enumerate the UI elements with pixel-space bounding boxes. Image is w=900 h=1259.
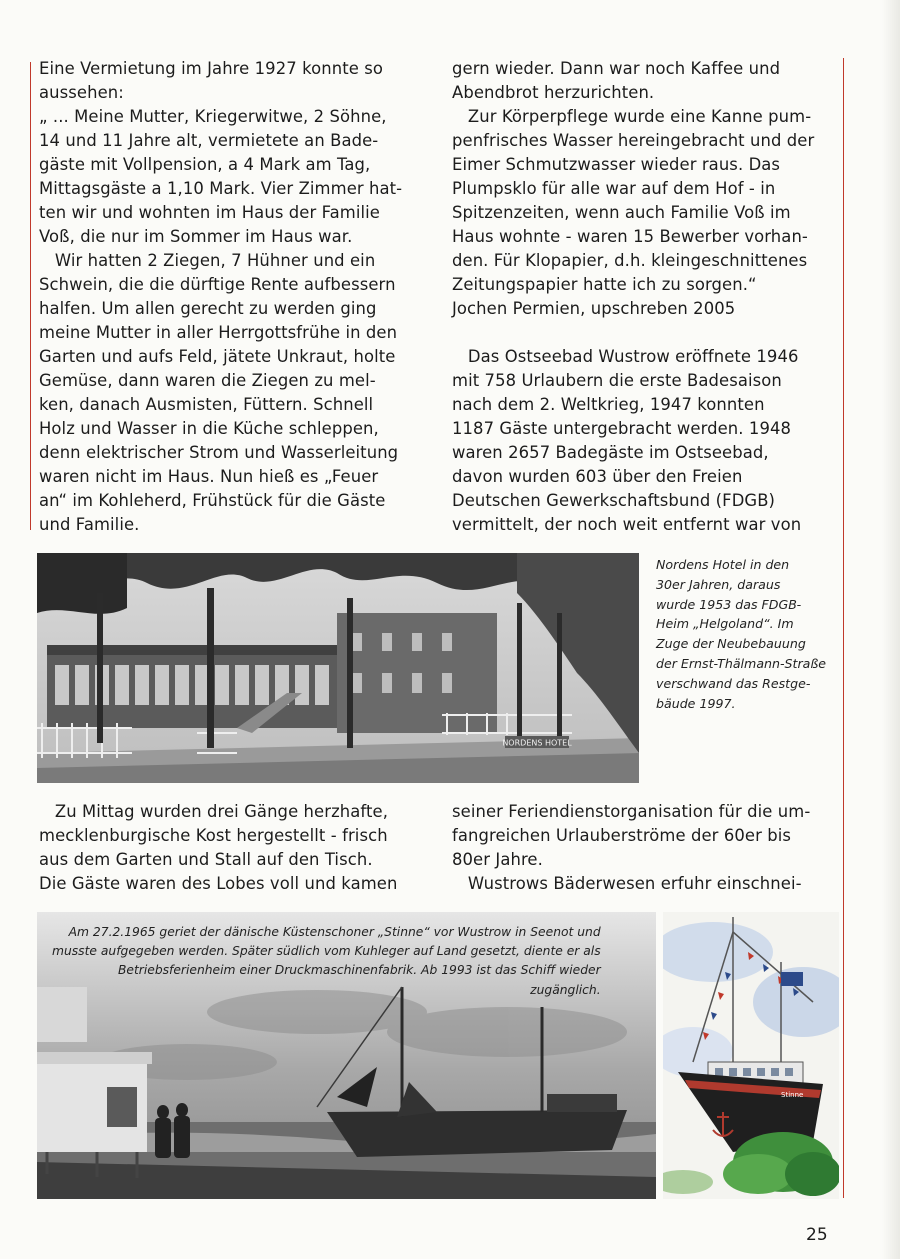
right-margin-rule: [843, 58, 844, 1198]
column-left-top-text: Eine Vermietung im Jahre 1927 konnte so aussehen: „ ... Meine Mutter, Kriegerwitwe, 2 Söhne, 14 und 11 Jahre alt, vermietete an Bade- gäste mit Vollpension, a 4 Mark am Tag, Mittagsgäste a 1,10 Mark. Vier Zimmer hat- ten wir und wohnten im Haus der Familie Voß, die nur im Sommer im Haus war. Wir hatten 2 Ziegen, 7 Hühner und ein Schwein, die die dürftige Rente aufbessern halfen. Um allen gerecht zu werden ging meine Mutter in aller Herrgottsfrühe in den Garten und aufs Feld, jätete Unkraut, holte Gemüse, dann waren die Ziegen zu mel- ken, danach Ausmisten, Füttern. Schnell Holz und Wasser in die Küche schleppen, denn elektrischer Strom und Wasserleitung waren nicht im Haus. Nun hieß es „Feuer an“ im Kohleherd, Frühstück für die Gäste und Familie.: [39, 59, 403, 534]
nordens-hotel-photo: [37, 553, 639, 783]
column-right-middle-text: seiner Feriendienstorganisation für die um- fangreichen Urlauberströme der 60er bis 80er Jahre. Wustrows Bäderwesen erfuhr einschnei-: [452, 802, 811, 893]
left-margin-rule: [30, 62, 31, 530]
page-number: 25: [806, 1225, 828, 1245]
hotel-sign-text: NORDENS HOTEL: [502, 738, 572, 748]
column-right-top-text: gern wieder. Dann war noch Kaffee und Abendbrot herzurichten. Zur Körperpflege wurde eine Kanne pum- penfrisches Wasser hereingebracht und der Eimer Schmutzwasser wieder raus. Das Plumpsklo für alle war auf dem Hof - in Spitzenzeiten, wenn auch Familie Voß im Haus wohnte - waren 15 Bewerber vorhan- den. Für Klopapier, d.h. kleingeschnittenes Zeitungspapier hatte ich zu sorgen.“ Jochen Permien, upschreben 2005 Das Ostseebad Wustrow eröffnete 1946 mit 758 Urlaubern die erste Badesaison nach dem 2. Weltkrieg, 1947 konnten 1187 Gäste untergebracht werden. 1948 waren 2657 Badegäste im Ostseebad, davon wurden 603 über den Freien Deutschen Gewerkschaftsbund (FDGB) vermittelt, der noch weit entfernt war von: [452, 59, 815, 534]
painting-ship-name: Stinne: [781, 1091, 804, 1099]
page-edge-shadow: [882, 0, 900, 1259]
ship-photo-caption: Am 27.2.1965 geriet der dänische Küstenschoner „Stinne“ vor Wustrow in Seenot und musste aufgegeben werden. Später südlich vom Kuhleger auf Land gesetzt, diente er als Betriebsferienheim einer Druckmaschinenfabrik. Ab 1993 ist das Schiff wieder zugänglich.: [52, 925, 601, 997]
column-left-middle-text: Zu Mittag wurden drei Gänge herzhafte, mecklenburgische Kost hergestellt - frisch aus dem Garten und Stall auf den Tisch. Die Gäste waren des Lobes voll und kamen: [39, 802, 398, 893]
stinne-watercolor-painting: [663, 912, 839, 1199]
hotel-photo-caption: Nordens Hotel in den 30er Jahren, daraus wurde 1953 das FDGB- Heim „Helgoland“. Im Zuge der Neubebauung der Ernst-Thälmann-Straße verschwand das Restge- bäude 1997.: [656, 557, 827, 711]
